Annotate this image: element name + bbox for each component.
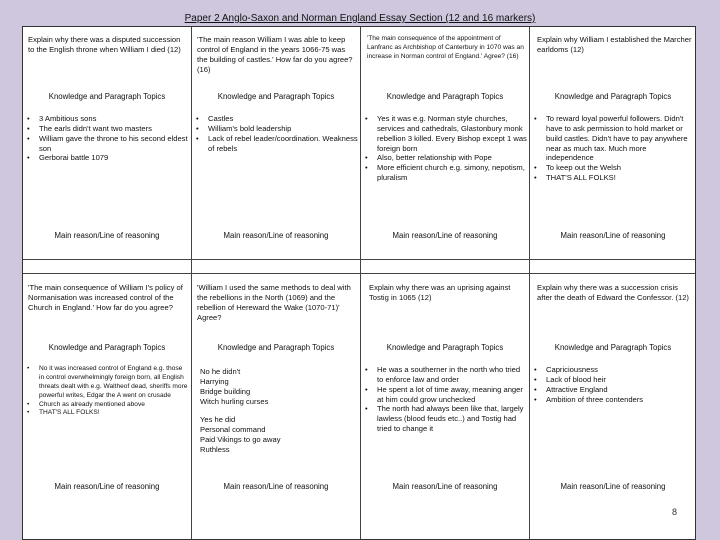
line-yes: Yes he did	[200, 415, 236, 425]
list-item: • No it was increased control of England e.g. those in control overwhelmingly foreign born, all English threats dealt with e.g. Waltheof dead, sheriffs more powerful writes, Edgar the A went on crusade	[25, 365, 189, 401]
knowledge-heading: Knowledge and Paragraph Topics	[386, 343, 504, 352]
line-no: No he didn't	[200, 367, 241, 376]
list-item: • Capriciousness	[532, 365, 694, 375]
question-text: 'The main consequence of the appointment of Lanfranc as Archbishop of Canterbury in 1070 was an increase in Norman control of England.' Agree? (16)	[367, 35, 524, 60]
main-reason-heading: Main reason/Line of reasoning	[560, 231, 666, 240]
row-divider	[23, 259, 695, 260]
line-item: Witch hurling curses	[200, 396, 269, 406]
list-item: • To keep out the Welsh	[532, 163, 694, 173]
main-reason-heading: Main reason/Line of reasoning	[392, 482, 498, 491]
question-text: Explain why there was a disputed succession to the English throne when William I died (12)	[28, 35, 181, 55]
knowledge-heading: Knowledge and Paragraph Topics	[48, 92, 166, 101]
essay-grid	[22, 26, 696, 540]
knowledge-heading: Knowledge and Paragraph Topics	[217, 92, 335, 101]
line-item: Paid Vikings to go away	[200, 435, 281, 445]
list-item: • He spent a lot of time away, meaning anger at him could grow unchecked	[363, 385, 527, 405]
column-divider	[360, 27, 361, 539]
list-item: • The north had always been like that, largely lawless (blood feuds etc..) and Tostig had tried to change it	[363, 404, 527, 434]
line-item: Bridge building	[200, 386, 251, 396]
question-text: Explain why there was a succession crisis after the death of Edward the Confessor. (12)	[537, 283, 689, 303]
knowledge-heading: Knowledge and Paragraph Topics	[386, 92, 504, 101]
list-item: • The earls didn't want two masters	[25, 124, 189, 134]
main-reason-heading: Main reason/Line of reasoning	[560, 482, 666, 491]
question-rebellion-methods	[197, 283, 357, 323]
question-normanisation	[28, 283, 188, 313]
knowledge-heading: Knowledge and Paragraph Topics	[217, 343, 335, 352]
bullet-list	[363, 114, 527, 183]
list-item: • He was a southerner in the north who tried to enforce law and order	[363, 365, 527, 385]
question-lanfranc	[367, 35, 525, 62]
list-item: • Attractive England	[532, 385, 694, 395]
question-castles	[197, 35, 357, 75]
knowledge-heading: Knowledge and Paragraph Topics	[554, 343, 672, 352]
main-reason-heading: Main reason/Line of reasoning	[223, 482, 329, 491]
knowledge-heading: Knowledge and Paragraph Topics	[554, 92, 672, 101]
list-item: • William's bold leadership	[194, 124, 358, 134]
main-reason-heading: Main reason/Line of reasoning	[223, 231, 329, 240]
list-item: • Also, better relationship with Pope	[363, 153, 527, 163]
knowledge-heading: Knowledge and Paragraph Topics	[48, 343, 166, 352]
question-succession-crisis	[537, 283, 693, 303]
column-divider	[191, 27, 192, 539]
page-number: 8	[671, 507, 677, 517]
main-reason-heading: Main reason/Line of reasoning	[392, 231, 498, 240]
question-text: 'William I used the same methods to deal with the rebellions in the North (1069) and the rebellion of Hereward the Wake (1070-71)' Agree?	[197, 283, 351, 323]
bullet-list	[532, 365, 694, 404]
list-item: • William gave the throne to his second eldest son	[25, 134, 189, 154]
list-item: • Gerborai battle 1079	[25, 153, 189, 163]
question-text: 'The main consequence of William I's policy of Normanisation was increased control of the Church in England.' How far do you agree?	[28, 283, 183, 313]
question-text: 'The main reason William I was able to keep control of England in the years 1066-75 was the building of castles.' How far do you agree? (16)	[197, 35, 353, 75]
question-text: Explain why there was an uprising against Tostig in 1065 (12)	[369, 283, 511, 303]
bullet-list	[532, 114, 694, 183]
list-item: • More efficient church e.g. simony, nepotism, pluralism	[363, 163, 527, 183]
list-item: • Lack of rebel leader/coordination. Weakness of rebels	[194, 134, 358, 154]
page-title: Paper 2 Anglo-Saxon and Norman England Essay Section (12 and 16 markers)	[184, 13, 536, 24]
question-marcher-earldoms	[537, 35, 693, 55]
list-item: • To reward loyal powerful followers. Didn't have to ask permission to hold market or build castles. Didn't have to pay anywhere near as much tax. Much more independence	[532, 114, 694, 163]
main-reason-heading: Main reason/Line of reasoning	[54, 482, 160, 491]
line-item: Harrying	[200, 376, 229, 386]
spacer	[200, 406, 356, 415]
line-item: Ruthless	[200, 445, 230, 455]
list-item: • Ambition of three contenders	[532, 395, 694, 405]
bullet-list	[25, 365, 189, 418]
list-item: • Castles	[194, 114, 358, 124]
line-item: Personal command	[200, 425, 266, 435]
list-item: • THAT'S ALL FOLKS!	[25, 409, 189, 418]
bullet-list	[363, 365, 527, 434]
bullet-list	[25, 114, 189, 163]
list-item: • Lack of blood heir	[532, 375, 694, 385]
main-reason-heading: Main reason/Line of reasoning	[54, 231, 160, 240]
row-divider	[23, 273, 695, 274]
list-item: • Yes it was e.g. Norman style churches, services and cathedrals, Glastonbury monk rebellion 3 killed. Every Bishop except 1 was foreign born	[363, 114, 527, 153]
argument-lines	[200, 367, 356, 455]
bullet-list	[194, 114, 358, 153]
list-item: • 3 Ambitious sons	[25, 114, 189, 124]
column-divider	[529, 27, 530, 539]
question-disputed-succession	[28, 35, 188, 55]
list-item: • THAT'S ALL FOLKS!	[532, 173, 694, 183]
question-tostig	[369, 283, 525, 303]
question-text: Explain why William I established the Marcher earldoms (12)	[537, 35, 692, 55]
list-item: • Church as already mentioned above	[25, 401, 189, 410]
